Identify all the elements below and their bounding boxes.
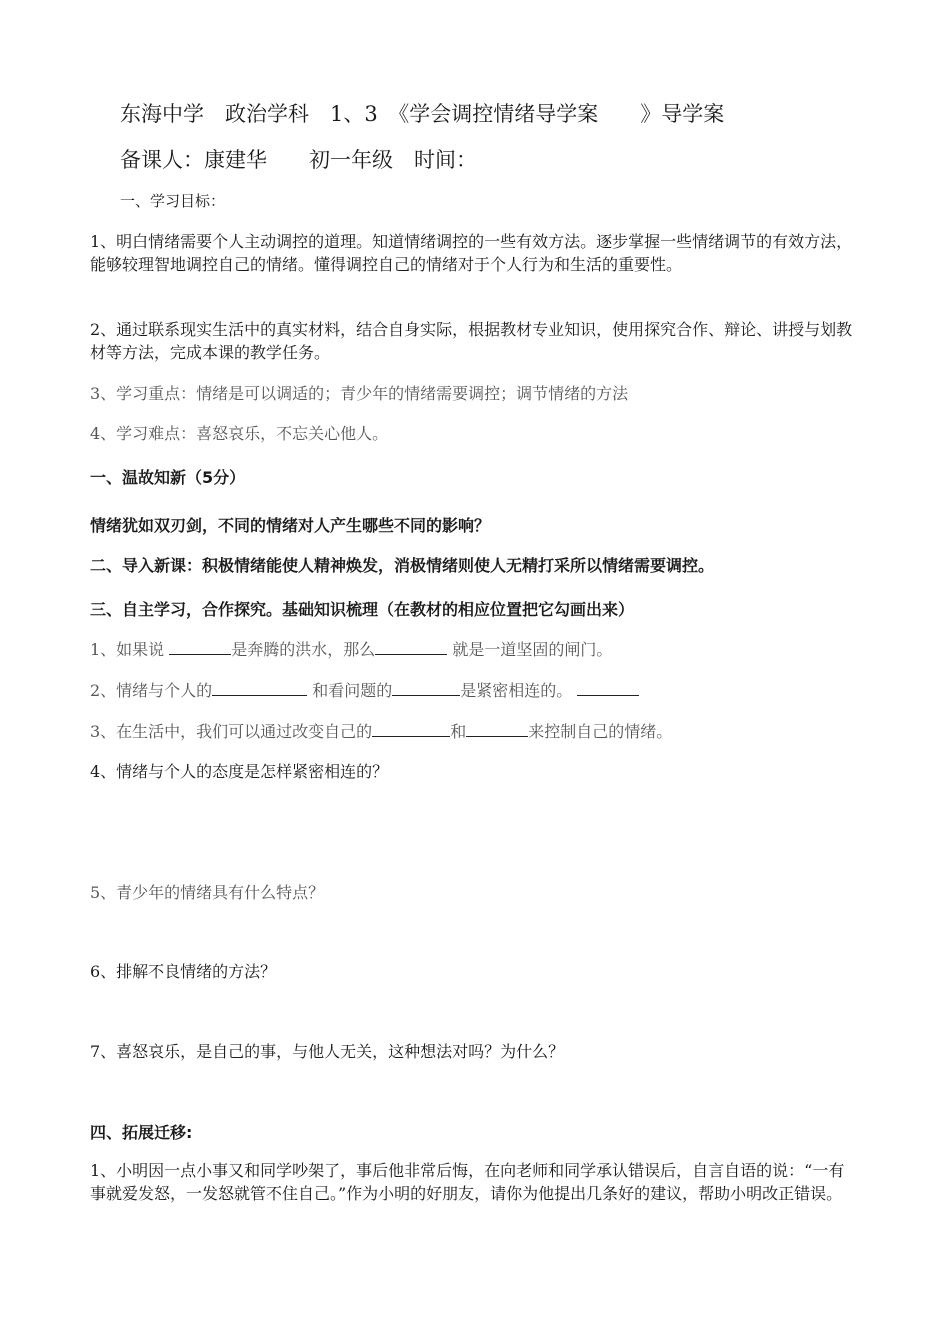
- q2-blank-2[interactable]: [392, 679, 460, 696]
- objective-item-4: 4、学习难点：喜怒哀乐，不忘关心他人。: [90, 424, 389, 443]
- objective-item-3: 3、学习重点：情绪是可以调适的；青少年的情绪需要调控；调节情绪的方法: [90, 384, 629, 403]
- selfstudy-heading: 三、自主学习，合作探究。基础知识梳理（在教材的相应位置把它勾画出来）: [90, 600, 635, 619]
- q1-blank-2[interactable]: [375, 638, 447, 655]
- q3-part-b: 和: [450, 722, 467, 741]
- objective-item-2: 2、通过联系现实生活中的真实材料，结合自身实际，根据教材专业知识，使用探究合作、辩论、讲授与划教材等方法，完成本课的教学任务。: [90, 320, 853, 362]
- objectives-heading: 一、学习目标：: [120, 192, 226, 210]
- q3-blank-1[interactable]: [372, 720, 450, 737]
- extension-heading: 四、拓展迁移:: [90, 1123, 193, 1142]
- intro-text: 二、导入新课：积极情绪能使人精神焕发，消极情绪则使人无精打采所以情绪需要调控。: [90, 556, 715, 575]
- q1-part-c: 就是一道坚固的闸门。: [452, 640, 613, 659]
- objective-item-1: 1、明白情绪需要个人主动调控的道理。知道情绪调控的一些有效方法。逐步掌握一些情绪调节的有效方法，能够较理智地调控自己的情绪。懂得调控自己的情绪对于个人行为和生活的重要性。: [90, 232, 853, 274]
- q2-blank-3[interactable]: [577, 679, 639, 696]
- question-4: 4、情绪与个人的态度是怎样紧密相连的？: [90, 762, 389, 781]
- question-6: 6、排解不良情绪的方法？: [90, 962, 277, 981]
- extension-item-1: 1、小明因一点小事又和同学吵架了，事后他非常后悔，在向老师和同学承认错误后，自言自语的说：“一有事就爱发怒，一发怒就管不住自己。”作为小明的好朋友，请你为他提出几条好的建议，帮助小明改正错误。: [90, 1161, 845, 1203]
- fill-question-2: [90, 679, 860, 702]
- fill-question-1: [90, 638, 860, 661]
- q1-part-a: 1、如果说: [90, 640, 165, 659]
- q3-part-c: 来控制自己的情绪。: [528, 722, 673, 741]
- q1-blank-1[interactable]: [169, 638, 231, 655]
- q1-part-b: 是奔腾的洪水，那么: [231, 640, 376, 659]
- q2-part-c: 是紧密相连的。: [460, 681, 573, 700]
- review-heading: 一、温故知新（5分）: [90, 468, 246, 487]
- q3-part-a: 3、在生活中，我们可以通过改变自己的: [90, 722, 373, 741]
- preparer-line: 备课人：康建华 初一年级 时间：: [120, 148, 477, 172]
- q3-blank-2[interactable]: [466, 720, 528, 737]
- document-title: 东海中学 政治学科 1、3 《学会调控情绪导学案 》导学案: [120, 102, 725, 126]
- fill-question-3: [90, 720, 860, 743]
- review-question: 情绪犹如双刃剑，不同的情绪对人产生哪些不同的影响？: [90, 516, 491, 535]
- question-5: 5、青少年的情绪具有什么特点？: [90, 883, 325, 902]
- question-7: 7、喜怒哀乐，是自己的事，与他人无关，这种想法对吗？为什么？: [90, 1042, 565, 1061]
- q2-blank-1[interactable]: [212, 679, 307, 696]
- q2-part-b: 和看问题的: [312, 681, 393, 700]
- q2-part-a: 2、情绪与个人的: [90, 681, 213, 700]
